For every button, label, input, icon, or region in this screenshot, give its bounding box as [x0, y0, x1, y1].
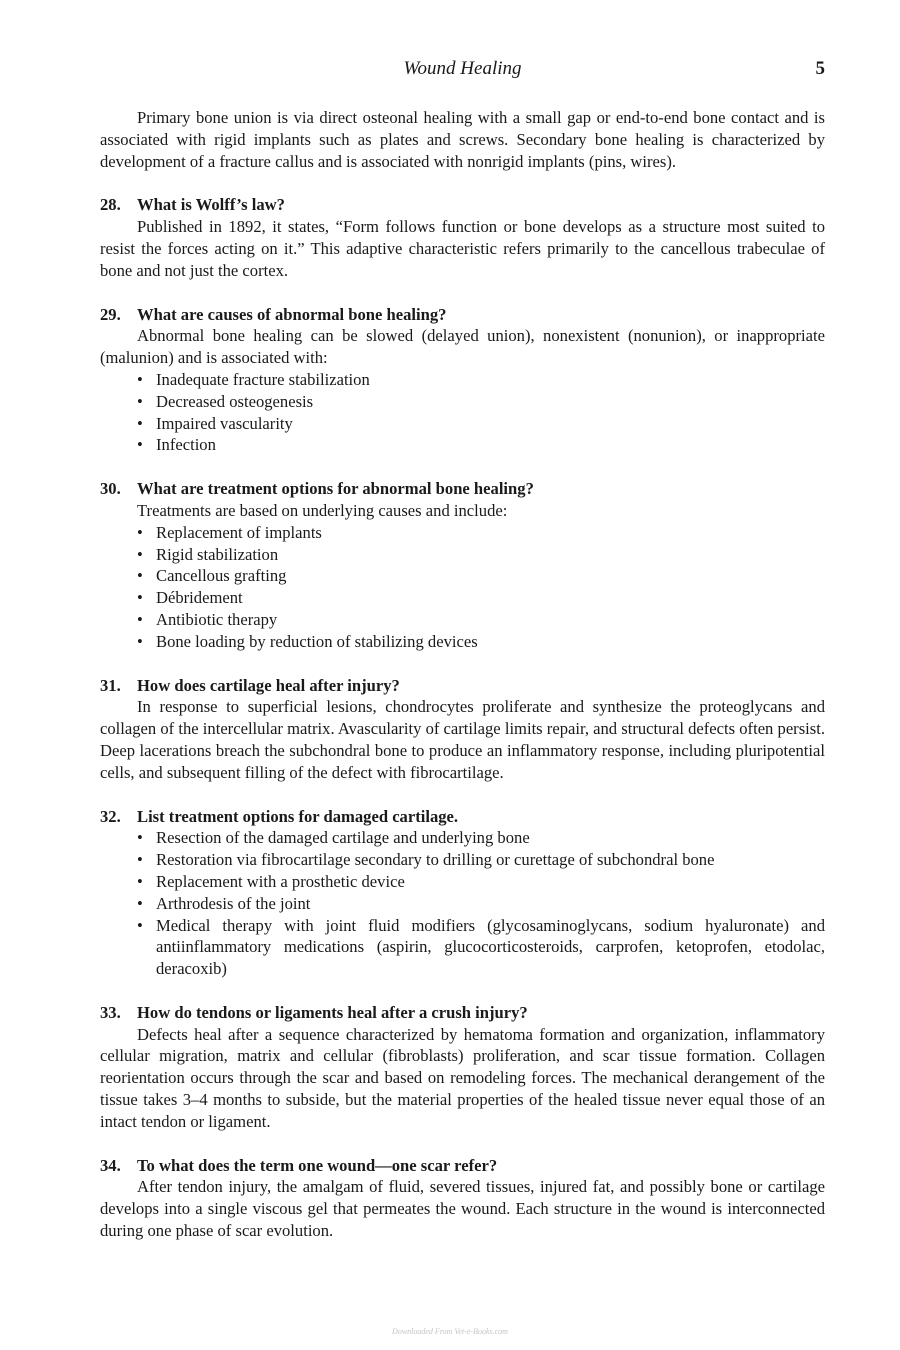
list-item [137, 915, 825, 980]
list-item-text: Débridement [156, 588, 243, 608]
bullet-list [100, 522, 825, 653]
question-heading [100, 1002, 825, 1024]
qa-section [100, 1155, 825, 1242]
qa-section [100, 675, 825, 784]
question-text: List treatment options for damaged cartilage. [137, 806, 459, 826]
question-text: How do tendons or ligaments heal after a crush injury? [137, 1002, 528, 1022]
qa-section [100, 304, 825, 457]
list-item [137, 434, 825, 456]
bullet-list [100, 369, 825, 456]
question-number: 28. [100, 195, 121, 215]
bullet-icon: • [137, 609, 143, 629]
list-item-text: Decreased osteogenesis [156, 391, 314, 411]
list-item [137, 413, 825, 435]
qa-section [100, 478, 825, 652]
list-item-text: Antibiotic therapy [156, 609, 278, 629]
list-item-text: Cancellous grafting [156, 566, 287, 586]
answer-paragraph: In response to superficial lesions, chondrocytes proliferate and synthesize the proteoglycans and collagen of the intercellular matrix. Avascularity of cartilage limits repair, and structural defects often persist. Deep lacerations breach the subchondral bone to produce an inflammatory response, including pluripotential cells, and subsequent filling of the defect with fibrocartilage. [100, 697, 825, 782]
qa-section [100, 1002, 825, 1133]
list-item-text: Infection [156, 435, 216, 455]
intro-paragraph: Primary bone union is via direct osteonal healing with a small gap or end-to-end bone contact and is associated with rigid implants such as plates and screws. Secondary bone healing is characterized by development of a fracture callus and is associated with nonrigid implants (pins, wires). [100, 108, 825, 171]
list-item [137, 871, 825, 893]
answer-paragraph: Abnormal bone healing can be slowed (delayed union), nonexistent (nonunion), or inappropriate (malunion) and is associated with: [100, 326, 825, 368]
bullet-icon: • [137, 828, 143, 848]
qa-sections [100, 194, 825, 1241]
question-number: 33. [100, 1002, 121, 1022]
page-number: 5 [815, 58, 825, 79]
question-heading [100, 1155, 825, 1177]
answer-paragraph: Published in 1892, it states, “Form follows function or bone develops as a structure most suited to resist the forces acting on it.” This adaptive characteristic refers primarily to the cancellous trabeculae of bone and not just the cortex. [100, 217, 825, 280]
page-header [100, 58, 825, 86]
list-item [137, 631, 825, 653]
list-item-text: Arthrodesis of the joint [156, 893, 311, 913]
question-number: 32. [100, 806, 121, 826]
list-item-text: Impaired vascularity [156, 413, 293, 433]
answer-paragraph: After tendon injury, the amalgam of fluid, severed tissues, injured fat, and possibly bone or cartilage develops into a single viscous gel that permeates the wound. Each structure in the wound is interconnected during one phase of scar evolution. [100, 1177, 825, 1241]
list-item [137, 893, 825, 915]
list-item-text: Bone loading by reduction of stabilizing devices [156, 631, 478, 651]
list-item [137, 849, 825, 871]
question-heading [100, 194, 825, 216]
answer-paragraph: Defects heal after a sequence characterized by hematoma formation and organization, inflammatory cellular migration, matrix and cellular (fibroblasts) proliferation, and scar tissue formation. Collagen reorientation occurs through the scar and based on remodeling forces. The mechanical derangement of the tissue takes 3–4 months to subside, but the material properties of the healed tissue never equal those of an intact tendon or ligament. [100, 1024, 825, 1131]
question-text: How does cartilage heal after injury? [137, 675, 400, 695]
bullet-icon: • [137, 566, 143, 586]
bullet-icon: • [137, 369, 143, 389]
question-heading [100, 478, 825, 500]
list-item [137, 544, 825, 566]
question-number: 31. [100, 675, 121, 695]
question-text: To what does the term one wound—one scar refer? [137, 1155, 498, 1175]
question-heading [100, 304, 825, 326]
list-item [137, 827, 825, 849]
list-item [137, 609, 825, 631]
list-item [137, 565, 825, 587]
list-item [137, 369, 825, 391]
question-heading [100, 675, 825, 697]
answer-paragraph: Treatments are based on underlying causes and include: [137, 500, 508, 520]
bullet-list [100, 827, 825, 980]
question-text: What are treatment options for abnormal bone healing? [137, 479, 534, 499]
question-number: 29. [100, 304, 121, 324]
list-item-text: Replacement with a prosthetic device [156, 871, 405, 891]
qa-section [100, 194, 825, 281]
download-watermark: Downloaded From Vet-e-Books.com [392, 1327, 508, 1336]
question-number: 34. [100, 1155, 121, 1175]
list-item-text: Replacement of implants [156, 522, 322, 542]
list-item-text: Inadequate fracture stabilization [156, 369, 370, 389]
bullet-icon: • [137, 544, 143, 564]
list-item-text: Rigid stabilization [156, 544, 279, 564]
page-content [100, 107, 825, 1242]
bullet-icon: • [137, 522, 143, 542]
bullet-icon: • [137, 413, 143, 433]
running-title: Wound Healing [403, 58, 522, 79]
bullet-icon: • [137, 893, 143, 913]
list-item-text: Medical therapy with joint fluid modifiers (glycosaminoglycans, sodium hyaluronate) and antiinflammatory medications (aspirin, glucocorticosteroids, carprofen, ketoprofen, etodolac, deracoxib) [156, 915, 825, 979]
question-number: 30. [100, 479, 121, 499]
list-item [137, 522, 825, 544]
bullet-icon: • [137, 588, 143, 608]
list-item [137, 391, 825, 413]
list-item-text: Resection of the damaged cartilage and underlying bone [156, 828, 530, 848]
bullet-icon: • [137, 850, 143, 870]
list-item [137, 587, 825, 609]
bullet-icon: • [137, 631, 143, 651]
question-text: What are causes of abnormal bone healing? [137, 304, 447, 324]
qa-section [100, 806, 825, 980]
bullet-icon: • [137, 391, 143, 411]
bullet-icon: • [137, 915, 143, 935]
list-item-text: Restoration via fibrocartilage secondary to drilling or curettage of subchondral bone [156, 850, 715, 870]
bullet-icon: • [137, 871, 143, 891]
question-text: What is Wolff’s law? [137, 195, 285, 215]
question-heading [100, 806, 825, 828]
bullet-icon: • [137, 435, 143, 455]
